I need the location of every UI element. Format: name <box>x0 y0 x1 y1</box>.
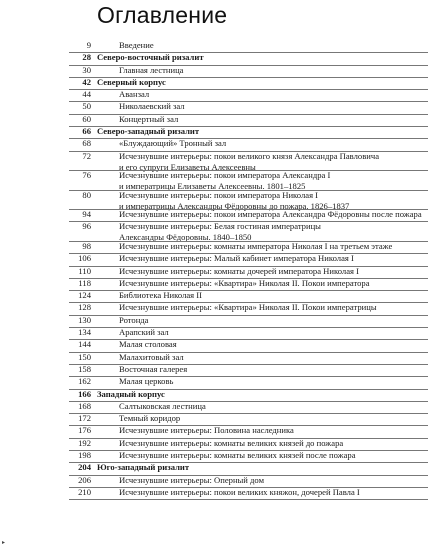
toc-page-number: 144 <box>78 339 91 350</box>
toc-page-number: 162 <box>78 376 91 387</box>
toc-entry-title <box>119 40 154 51</box>
toc-entry-line: Исчезнувшие интерьеры: «Квартира» Николая II. Покои императора <box>119 277 370 288</box>
toc-section[interactable] <box>0 52 428 64</box>
toc-page-number: 124 <box>78 290 91 301</box>
toc-entry-line: Концертный зал <box>119 113 179 124</box>
toc-entry-line: Исчезнувшие интерьеры: Оперный дом <box>119 474 265 485</box>
toc-entry[interactable] <box>0 253 428 265</box>
toc-page-number: 50 <box>82 101 91 112</box>
toc-entry-title <box>97 126 199 137</box>
toc-page-number: 192 <box>78 437 91 448</box>
toc-entry-line: Аванзал <box>119 89 150 100</box>
toc-entry[interactable] <box>0 170 428 190</box>
toc-entry-title <box>119 302 377 313</box>
toc-entry-title <box>97 462 189 473</box>
toc-entry-title <box>119 425 294 436</box>
toc-entry-line: Введение <box>119 40 154 50</box>
toc-entry-title <box>97 389 165 400</box>
toc-entry-line: Западный корпус <box>97 388 165 399</box>
toc-page-number: 168 <box>78 400 91 411</box>
toc-entry-line: Александры Фёдоровны. 1840–1850 <box>119 232 252 243</box>
page-title: Оглавление <box>97 2 228 28</box>
toc-entry[interactable] <box>0 221 428 241</box>
row-divider <box>69 499 428 500</box>
toc-entry-line: Северо-западный ризалит <box>97 126 200 137</box>
toc-entry[interactable] <box>0 438 428 450</box>
toc-entry-title <box>119 89 149 100</box>
toc-entry[interactable] <box>0 151 428 171</box>
toc-entry-title <box>119 315 148 326</box>
toc-entry-title <box>119 450 356 461</box>
toc-page-number: 76 <box>82 170 91 181</box>
toc-entry-title <box>119 209 422 220</box>
toc-entry-line: и императрицы Елизаветы Алексеевны. 1801–1825 <box>119 181 306 192</box>
toc-entry[interactable] <box>0 401 428 413</box>
toc-page-number: 150 <box>78 351 91 362</box>
toc-page-number: 44 <box>82 89 91 100</box>
toc-entry-line: Восточная галерея <box>119 363 188 374</box>
toc-entry-line: Библиотека Николая II <box>119 290 202 301</box>
toc-entry[interactable] <box>0 376 428 388</box>
toc-entry-line: Арапский зал <box>119 327 169 338</box>
toc-page-number: 134 <box>78 327 91 338</box>
toc-entry-title <box>119 475 264 486</box>
toc-entry-line: Исчезнувшие интерьеры: покои императора Александра Фёдоровны после пожара <box>119 209 422 220</box>
toc-section[interactable] <box>0 77 428 89</box>
toc-page-number: 210 <box>78 486 91 497</box>
toc-page-number: 30 <box>82 64 91 75</box>
toc-entry[interactable] <box>0 425 428 437</box>
toc-entry-title <box>97 52 204 63</box>
toc-entry[interactable] <box>0 339 428 351</box>
toc-entry[interactable] <box>0 352 428 364</box>
toc-entry[interactable] <box>0 40 428 52</box>
toc-entry-title <box>119 364 187 375</box>
toc-page-number: 28 <box>82 52 91 63</box>
toc-entry-line: Исчезнувшие интерьеры: покои великих княжон, дочерей Павла I <box>119 486 360 497</box>
toc-page-number: 66 <box>82 126 91 137</box>
toc-entry-line: Исчезнувшие интерьеры: комнаты великих князей после пожара <box>119 450 356 461</box>
toc-entry-title <box>119 65 184 76</box>
toc-entry-title <box>119 138 226 149</box>
toc-entry-line: Главная лестница <box>119 64 184 75</box>
toc-page-number: 198 <box>78 450 91 461</box>
toc-entry[interactable] <box>0 315 428 327</box>
toc-entry-line: и императрицы Александры Фёдоровны до пожара. 1826–1837 <box>119 200 350 211</box>
toc-entry[interactable] <box>0 290 428 302</box>
toc-entry-title <box>119 290 202 301</box>
toc-entry-line: Исчезнувшие интерьеры: комнаты великих князей до пожара <box>119 437 344 448</box>
toc-entry[interactable] <box>0 209 428 221</box>
toc-entry-title <box>119 352 184 363</box>
toc-entry-title <box>119 438 343 449</box>
toc-page-number: 72 <box>82 150 91 161</box>
toc-page-number: 106 <box>78 253 91 264</box>
toc-entry-title <box>119 487 360 498</box>
toc-page-number: 60 <box>82 113 91 124</box>
toc-page-number: 94 <box>82 209 91 220</box>
toc-entry[interactable] <box>0 266 428 278</box>
toc-entry[interactable] <box>0 302 428 314</box>
toc-entry-line: Ротонда <box>119 314 149 325</box>
toc-entry-line: Исчезнувшие интерьеры: покои императора Александра I <box>119 170 331 181</box>
toc-entry-title <box>97 77 166 88</box>
toc-page-number: 206 <box>78 474 91 485</box>
toc-page-number: 118 <box>78 277 91 288</box>
toc-page-number: 158 <box>78 363 91 374</box>
corner-mark-icon: ▸ <box>2 539 6 546</box>
toc-entry[interactable] <box>0 241 428 253</box>
toc-entry-title <box>119 114 178 125</box>
toc-entry-line: Исчезнувшие интерьеры: комнаты дочерей императора Николая I <box>119 265 359 276</box>
toc-entry-line: Исчезнувшие интерьеры: покои великого князя Александра Павловича <box>119 150 380 161</box>
toc-entry-title <box>119 101 185 112</box>
toc-entry-line: Северо-восточный ризалит <box>97 52 204 63</box>
toc-entry-title <box>119 413 180 424</box>
toc-entry[interactable] <box>0 101 428 113</box>
toc-entry-line: Малая церковь <box>119 376 174 387</box>
toc-entry[interactable] <box>0 278 428 290</box>
toc-page-number: 98 <box>82 240 91 251</box>
toc-entry-title <box>119 339 177 350</box>
toc-section[interactable] <box>0 389 428 401</box>
toc-entry[interactable] <box>0 475 428 487</box>
toc-page-number: 128 <box>78 302 91 313</box>
toc-entry-line: Исчезнувшие интерьеры: Белая гостиная императрицы <box>119 221 321 232</box>
toc-page-number: 166 <box>78 388 91 399</box>
toc-entry-line: «Блуждающий» Тронный зал <box>119 138 227 149</box>
toc-entry[interactable] <box>0 89 428 101</box>
toc-entry-line: Исчезнувшие интерьеры: Малый кабинет императора Николая I <box>119 253 354 264</box>
toc-entry-line: Николаевский зал <box>119 101 185 112</box>
toc-entry-line: Исчезнувшие интерьеры: покои императора Николая I <box>119 189 319 200</box>
toc-entry-line: Салтыковская лестница <box>119 400 206 411</box>
toc-entry[interactable] <box>0 65 428 77</box>
toc-page-number: 42 <box>82 76 91 87</box>
toc-page-number: 80 <box>82 189 91 200</box>
toc-entry-line: Исчезнувшие интерьеры: комнаты императора Николая I на третьем этаже <box>119 240 393 251</box>
toc-page-number: 204 <box>78 462 91 473</box>
toc-entry-title <box>119 241 392 252</box>
toc-entry[interactable] <box>0 190 428 210</box>
toc-section[interactable] <box>0 462 428 474</box>
toc-entry-line: Малахитовый зал <box>119 351 184 362</box>
toc-entry[interactable] <box>0 487 428 499</box>
toc-entry-title <box>119 376 173 387</box>
table-of-contents <box>0 40 428 499</box>
toc-entry[interactable] <box>0 364 428 376</box>
toc-page-number: 172 <box>78 413 91 424</box>
toc-entry-title <box>119 401 206 412</box>
toc-entry-line: Исчезнувшие интерьеры: «Квартира» Николая II. Покои императрицы <box>119 302 377 313</box>
toc-entry-title <box>119 327 169 338</box>
toc-page-number: 96 <box>82 221 91 232</box>
toc-entry[interactable] <box>0 114 428 126</box>
toc-entry-title <box>119 253 354 264</box>
toc-entry[interactable] <box>0 413 428 425</box>
toc-entry-line: Темный коридор <box>119 413 181 424</box>
toc-section[interactable] <box>0 126 428 138</box>
toc-entry-line: Малая столовая <box>119 339 177 350</box>
toc-entry[interactable] <box>0 138 428 150</box>
toc-entry[interactable] <box>0 450 428 462</box>
toc-entry-line: и его супруги Елизаветы Алексеевны <box>119 161 256 172</box>
toc-page-number: 68 <box>82 138 91 149</box>
toc-entry-line: Северный корпус <box>97 76 166 87</box>
toc-entry-line: Юго-западный ризалит <box>97 462 190 473</box>
toc-entry-title <box>119 266 359 277</box>
toc-page-number: 130 <box>78 314 91 325</box>
toc-page-number: 9 <box>86 40 91 50</box>
toc-entry[interactable] <box>0 327 428 339</box>
toc-page-number: 176 <box>78 425 91 436</box>
toc-page-number: 110 <box>78 265 91 276</box>
toc-entry-line: Исчезнувшие интерьеры: Половина наследника <box>119 425 294 436</box>
toc-entry-title <box>119 278 370 289</box>
